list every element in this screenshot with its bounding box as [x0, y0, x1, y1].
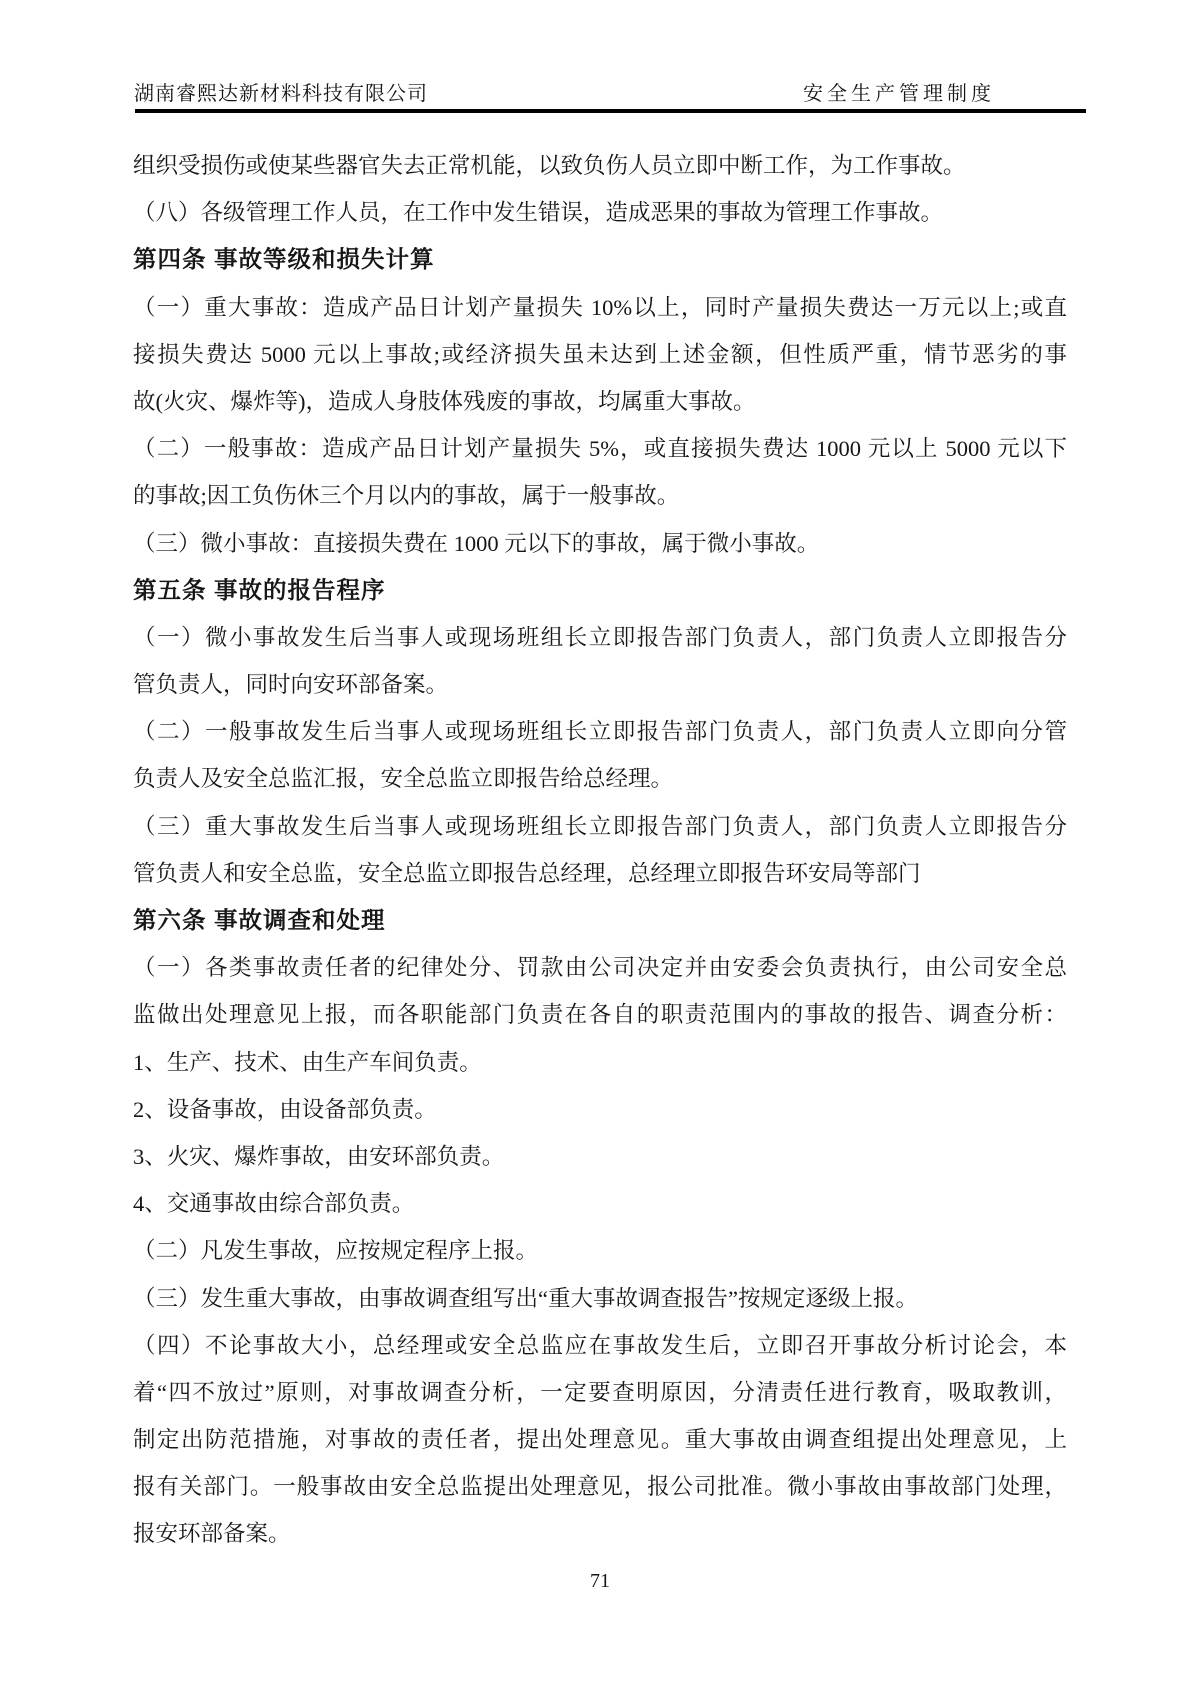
header-rule	[135, 109, 1086, 113]
text-line: 故(火灾、爆炸等)，造成人身肢体残废的事故，均属重大事故。	[133, 388, 756, 414]
text-line: （一）各类事故责任者的纪律处分、罚款由公司决定并由安委会负责执行，由公司安全总	[133, 955, 1067, 981]
text-line: 管负责人和安全总监，安全总监立即报告总经理，总经理立即报告环安局等部门	[133, 860, 921, 886]
section-heading: 第四条 事故等级和损失计算	[133, 246, 435, 273]
text-line: 报有关部门。一般事故由安全总监提出处理意见，报公司批准。微小事故由事故部门处理，	[133, 1474, 1067, 1500]
text-line: （三）重大事故发生后当事人或现场班组长立即报告部门负责人，部门负责人立即报告分	[133, 813, 1067, 839]
text-line: 3、火灾、爆炸事故，由安环部负责。	[133, 1143, 505, 1169]
text-line: 2、设备事故，由设备部负责。	[133, 1096, 437, 1122]
text-line: （一）重大事故：造成产品日计划产量损失 10%以上，同时产量损失费达一万元以上;或直	[133, 294, 1067, 320]
text-line: （三）微小事故：直接损失费在 1000 元以下的事故，属于微小事故。	[133, 530, 820, 556]
text-line: （二）一般事故：造成产品日计划产量损失 5%，或直接损失费达 1000 元以上 5000 元以下	[133, 436, 1067, 462]
text-line: （三）发生重大事故，由事故调查组写出“重大事故调查报告”按规定逐级上报。	[133, 1285, 918, 1311]
text-line: 1、生产、技术、由生产车间负责。	[133, 1049, 482, 1075]
text-line: （四）不论事故大小，总经理或安全总监应在事故发生后，立即召开事故分析讨论会，本	[133, 1332, 1067, 1358]
text-line: 接损失费达 5000 元以上事故;或经济损失虽未达到上述金额，但性质严重，情节恶劣的事	[133, 341, 1067, 367]
section-heading: 第五条 事故的报告程序	[133, 576, 386, 603]
text-line: （二）一般事故发生后当事人或现场班组长立即报告部门负责人，部门负责人立即向分管	[133, 719, 1067, 745]
header-company-name: 湖南睿熙达新材料科技有限公司	[134, 83, 428, 105]
text-line: 报安环部备案。	[133, 1521, 291, 1547]
page-number: 71	[590, 1570, 610, 1592]
header-document-title: 安全生产管理制度	[803, 83, 995, 105]
text-line: （八）各级管理工作人员，在工作中发生错误，造成恶果的事故为管理工作事故。	[133, 200, 944, 226]
text-line: 负责人及安全总监汇报，安全总监立即报告给总经理。	[133, 766, 674, 792]
text-line: 4、交通事故由综合部负责。	[133, 1191, 415, 1217]
text-line: 着“四不放过”原则，对事故调查分析，一定要查明原因，分清责任进行教育，吸取教训，	[133, 1379, 1067, 1405]
document-body	[133, 142, 1067, 1558]
text-line: （一）微小事故发生后当事人或现场班组长立即报告部门负责人，部门负责人立即报告分	[133, 624, 1067, 650]
section-heading: 第六条 事故调查和处理	[133, 907, 386, 933]
text-line: 的事故;因工负伤休三个月以内的事故，属于一般事故。	[133, 483, 680, 509]
text-line: 管负责人，同时向安环部备案。	[133, 672, 449, 698]
text-line: （二）凡发生事故，应按规定程序上报。	[133, 1238, 539, 1264]
text-line: 制定出防范措施，对事故的责任者，提出处理意见。重大事故由调查组提出处理意见，上	[133, 1427, 1067, 1453]
text-line: 组织受损伤或使某些器官失去正常机能，以致负伤人员立即中断工作，为工作事故。	[133, 153, 966, 178]
text-line: 监做出处理意见上报，而各职能部门负责在各自的职责范围内的事故的报告、调查分析：	[133, 1002, 1067, 1028]
